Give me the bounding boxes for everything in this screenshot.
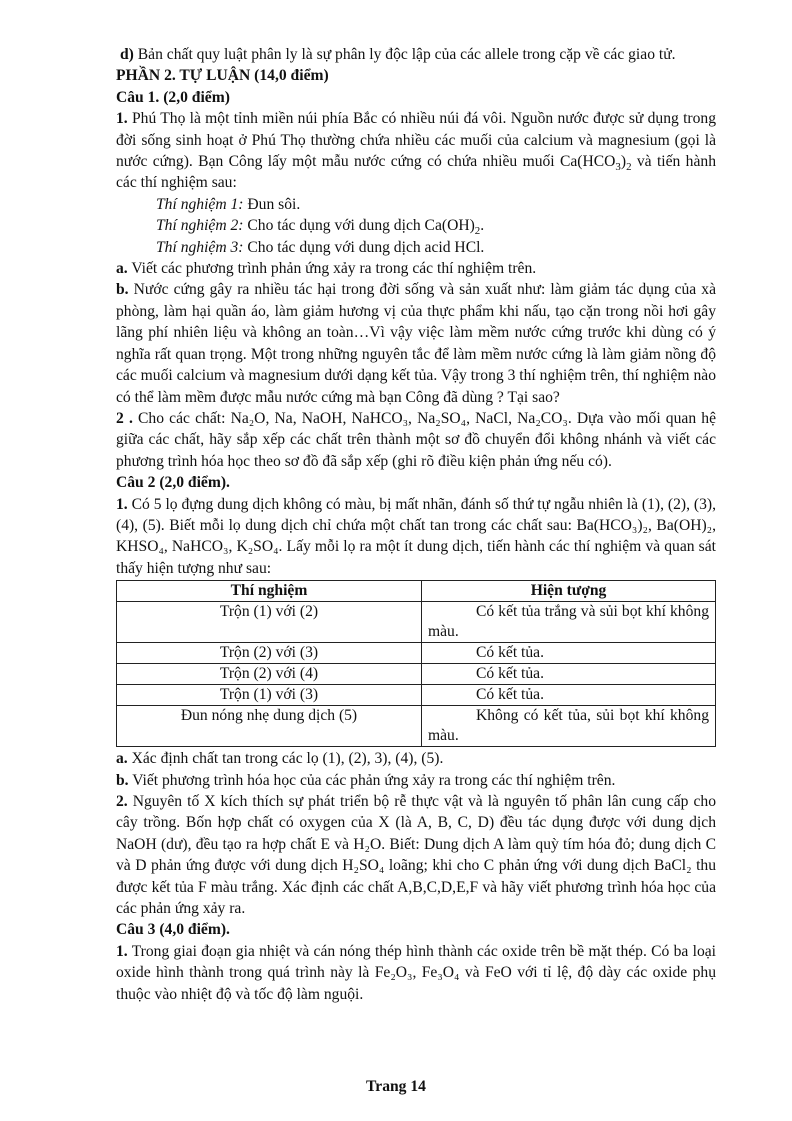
q2-p1 — [116, 494, 716, 580]
q1-p1-text-a: Phú Thọ là một tỉnh miền núi phía Bắc có nhiều núi đá vôi. Nguồn nước được sử dụng trong đời sống sinh hoạt ở Phú Thọ thường chứa nhiều các muối của calcium và magnesium (gọi là nước cứng). Bạn Công lấy một mẫu nước cứng có chứa nhiều muối Ca(HCO — [116, 110, 716, 171]
q1-p1-label: 1. — [116, 110, 128, 128]
q3-p1 — [116, 941, 716, 1005]
intro-d-paragraph — [116, 44, 716, 65]
q1-title: Câu 1. (2,0 điểm) — [116, 88, 230, 106]
q1-p1-sub: 3 — [615, 161, 621, 174]
table-row — [117, 706, 716, 747]
table-cell-phenomenon-text: Có kết tủa. — [476, 686, 544, 704]
table-header-experiment: Thí nghiệm — [117, 581, 422, 602]
table-row — [117, 643, 716, 664]
q1-p1-sub2: 2 — [626, 161, 632, 174]
table-cell-phenomenon-text: Không có kết tủa, sủi bọt khí không màu. — [428, 707, 709, 745]
q2-p2 — [116, 791, 716, 919]
table-cell-experiment: Trộn (2) với (3) — [117, 643, 422, 664]
table-cell-phenomenon — [422, 664, 716, 685]
q1-p2 — [116, 408, 716, 472]
q1-b-text: Nước cứng gây ra nhiều tác hại trong đời sống và sản xuất như: làm giảm tác dụng của xà phòng, làm hại quần áo, làm giảm hương vị của thực phẩm khi nấu, tạo cặn trong nồi hơi gây lãng phí nhiên liệu và không an toàn…Vì vậy việc làm mềm nước cứng trước khi dùng có ý nghĩa rất quan trọng. Một trong những nguyên tắc để làm mềm nước cứng là làm giảm nồng độ các muối calcium và magnesium dưới dạng kết tủa. Vậy trong 3 thí nghiệm trên, thí nghiệm nào có thể làm mềm được mẫu nước cứng mà bạn Công đã dùng ? Tại sao? — [116, 281, 716, 406]
table-cell-phenomenon-text: Có kết tủa. — [476, 644, 544, 662]
q1-exp1 — [116, 194, 716, 215]
q1-exp1-label: Thí nghiệm 1: — [156, 195, 244, 213]
table-cell-phenomenon — [422, 706, 716, 747]
q1-exp2 — [116, 215, 716, 236]
q3-p1-text: Trong giai đoạn gia nhiệt và cán nóng thép hình thành các oxide trên bề mặt thép. Có ba loại oxide hình thành trong quá trình này là Fe₂O₃, Fe₃O₄ và FeO với tỉ lệ, độ dày các oxide phụ thuộc vào nhiệt độ và tốc độ làm nguội. — [116, 942, 716, 1003]
page-number: Trang 14 — [366, 1078, 426, 1095]
table-header-phenomenon: Hiện tượng — [422, 581, 716, 602]
q3-p1-label: 1. — [116, 942, 128, 960]
q1-exp3-text: Cho tác dụng với dung dịch acid HCl. — [243, 238, 485, 256]
q1-exp2-label: Thí nghiệm 2: — [156, 217, 244, 235]
table-cell-phenomenon — [422, 685, 716, 706]
table-cell-experiment: Trộn (2) với (4) — [117, 664, 422, 685]
q1-a-text: Viết các phương trình phản ứng xảy ra trong các thí nghiệm trên. — [127, 260, 537, 278]
q2-title: Câu 2 (2,0 điểm). — [116, 474, 230, 492]
table-header-row — [117, 581, 716, 602]
q2-b-text: Viết phương trình hóa học của các phản ứng xảy ra trong các thí nghiệm trên. — [128, 771, 616, 789]
table-cell-phenomenon — [422, 602, 716, 643]
q1-exp2-text: Cho tác dụng với dung dịch Ca(OH) — [243, 217, 475, 235]
intro-d-text: Bản chất quy luật phân ly là sự phân ly độc lập của các allele trong cặp về các giao tử. — [137, 46, 676, 63]
q2-p1-label: 1. — [116, 495, 128, 513]
q3-title: Câu 3 (4,0 điểm). — [116, 921, 230, 939]
table-cell-experiment: Trộn (1) với (2) — [117, 602, 422, 643]
q1-exp3-label: Thí nghiệm 3: — [156, 238, 244, 256]
q2-a — [116, 748, 716, 769]
q1-b — [116, 279, 716, 407]
q2-a-text: Xác định chất tan trong các lọ (1), (2), 3), (4), (5). — [127, 750, 444, 768]
q1-a-label: a. — [116, 260, 128, 278]
q1-exp3 — [116, 237, 716, 258]
page-content — [116, 44, 716, 1005]
table-row — [117, 664, 716, 685]
q1-exp1-text: Đun sôi. — [243, 195, 301, 213]
q2-p2-text: Nguyên tố X kích thích sự phát triển bộ rễ thực vật và là nguyên tố phân lân cung cấp cho cây trồng. Bốn hợp chất có oxygen của X (là A, B, C, D) đều tác dụng được với dung dịch NaOH (dư), đều tạo ra hợp chất E và H₂O. Biết: Dung dịch A làm quỳ tím hóa đỏ; dung dịch C và D phản ứng được với dung dịch H₂SO₄ loãng; khi cho C phản ứng với dung dịch BaCl₂ thu được kết tủa F màu trắng. Xác định các chất A,B,C,D,E,F và hãy viết phương trình hóa học của các phản ứng xảy ra. — [116, 792, 716, 917]
q1-p1 — [116, 108, 716, 194]
q1-a — [116, 258, 716, 279]
q2-p2-label: 2. — [116, 792, 128, 810]
q1-p1-text-b: ) — [620, 153, 627, 171]
q1-p2-label: 2 . — [116, 409, 133, 427]
experiment-table — [116, 580, 716, 747]
q1-p2-text: Cho các chất: Na₂O, Na, NaOH, NaHCO₃, Na₂SO₄, NaCl, Na₂CO₃. Dựa vào mối quan hệ giữa các chất, hãy sắp xếp các chất trên thành một sơ đồ chuyển đổi không nhánh và viết các phương trình hóa học theo sơ đồ đã sắp xếp (ghi rõ điều kiện phản ứng nếu có). — [116, 409, 716, 470]
table-cell-phenomenon-text: Có kết tủa trắng và sủi bọt khí không màu. — [428, 603, 709, 641]
q1-exp2-sub: 2 — [474, 225, 481, 238]
table-cell-phenomenon — [422, 643, 716, 664]
table-cell-phenomenon-text: Có kết tủa. — [476, 665, 544, 683]
table-cell-experiment: Trộn (1) với (3) — [117, 685, 422, 706]
q2-b-label: b. — [116, 771, 129, 789]
q1-b-label: b. — [116, 281, 129, 299]
q2-p1-text: Có 5 lọ đựng dung dịch không có màu, bị mất nhãn, đánh số thứ tự ngẫu nhiên là (1), (2), (3), (4), (5). Biết mỗi lọ dung dịch chỉ chứa một chất tan trong các chất sau: Ba(HCO₃)₂, Ba(OH)₂, KHSO₄, NaHCO₃, K₂SO₄. Lấy mỗi lọ ra một ít dung dịch, tiến hành các thí nghiệm và quan sát thấy hiện tượng như sau: — [116, 495, 716, 577]
q1-exp2-end: . — [480, 217, 485, 235]
table-row — [117, 602, 716, 643]
table-cell-experiment: Đun nóng nhẹ dung dịch (5) — [117, 706, 422, 747]
table-row — [117, 685, 716, 706]
intro-d-label: d) — [120, 46, 134, 63]
q1-p1-text-c: và tiến hành các thí nghiệm sau: — [116, 153, 716, 192]
q2-a-label: a. — [116, 750, 128, 768]
q2-b — [116, 770, 716, 791]
part2-title: PHẦN 2. TỰ LUẬN (14,0 điểm) — [116, 67, 329, 85]
